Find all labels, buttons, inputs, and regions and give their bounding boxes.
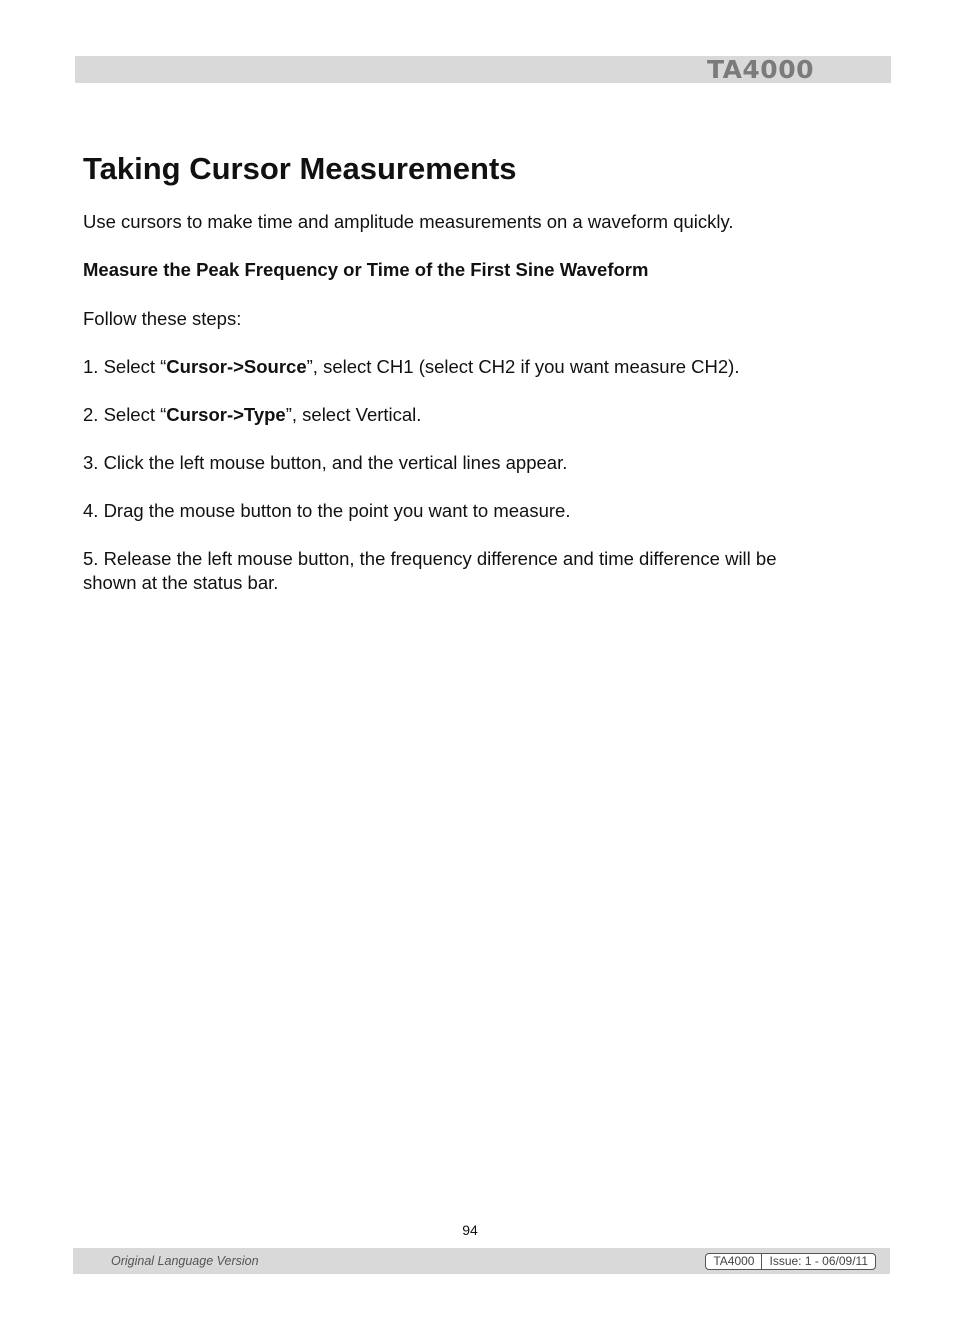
footer-issue: Issue: 1 - 06/09/11 — [769, 1254, 868, 1268]
section-subheading: Measure the Peak Frequency or Time of the First Sine Waveform — [83, 259, 649, 280]
page-title: Taking Cursor Measurements — [83, 151, 517, 186]
header-title: TA4000 — [706, 55, 814, 84]
step-2 — [83, 403, 873, 427]
footer-issue-box — [705, 1253, 876, 1270]
step-5-line-2: shown at the status bar. — [83, 572, 279, 593]
step-1-menu-path: Cursor->Source — [166, 356, 307, 377]
footer-language-version: Original Language Version — [111, 1254, 259, 1268]
step-1-suffix: ”, select CH1 (select CH2 if you want measure CH2). — [306, 356, 740, 377]
footer-model: TA4000 — [713, 1254, 755, 1268]
step-5-line-1: 5. Release the left mouse button, the frequency difference and time difference will be — [83, 548, 777, 569]
main-content — [83, 150, 873, 595]
step-1 — [83, 355, 873, 379]
header-bar — [75, 56, 891, 83]
step-2-menu-path: Cursor->Type — [166, 404, 286, 425]
page-number: 94 — [462, 1222, 478, 1238]
step-4: 4. Drag the mouse button to the point you want to measure. — [83, 500, 571, 521]
intro-paragraph: Use cursors to make time and amplitude measurements on a waveform quickly. — [83, 211, 734, 232]
step-2-prefix: 2. Select “ — [83, 404, 167, 425]
footer-bar — [73, 1248, 890, 1274]
follow-steps-text: Follow these steps: — [83, 308, 242, 329]
step-2-suffix: ”, select Vertical. — [285, 404, 422, 425]
step-3: 3. Click the left mouse button, and the vertical lines appear. — [83, 452, 568, 473]
step-5 — [83, 547, 873, 595]
step-1-prefix: 1. Select “ — [83, 356, 167, 377]
